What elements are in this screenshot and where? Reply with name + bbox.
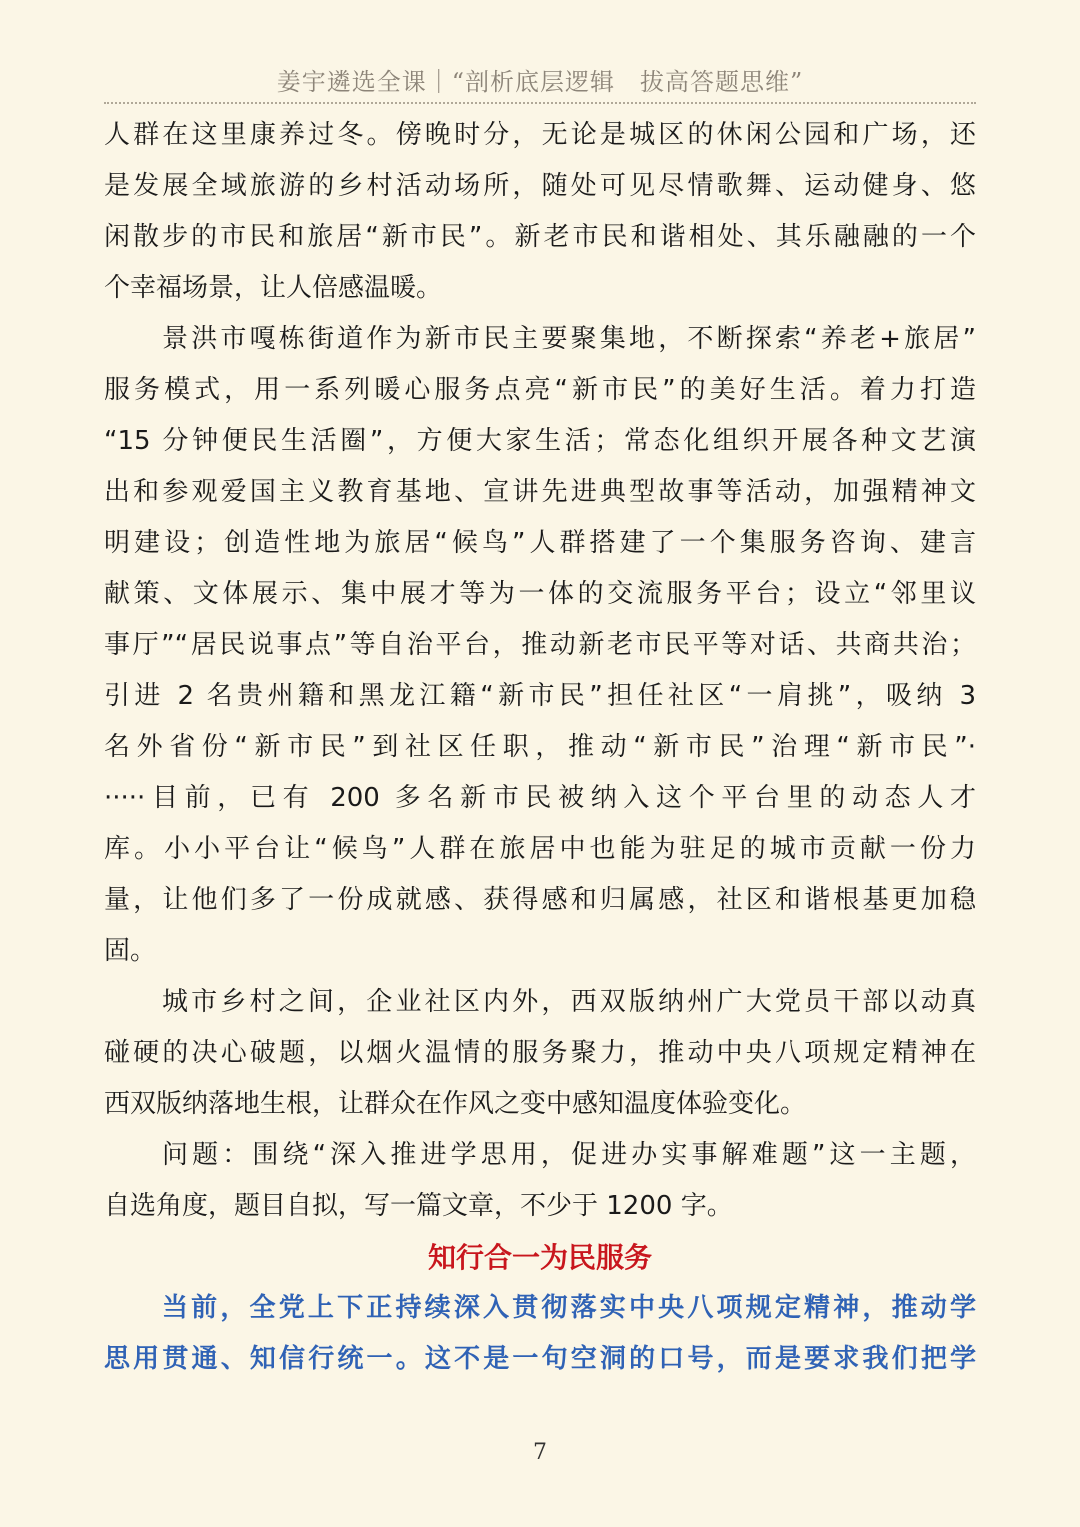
text-line: 闲散步的市民和旅居“新市民”。新老市民和谐相处、其乐融融的一个 [104,222,976,252]
essay-line: 思用贯通、知信行统一。这不是一句空洞的口号，而是要求我们把学 [104,1344,976,1374]
body-text [104,110,976,1385]
text-line: 事厅”“居民说事点”等自治平台，推动新老市民平等对话、共商共治； [104,630,976,660]
running-header: 姜宇遴选全课｜“剖析底层逻辑 拔高答题思维” [276,68,804,96]
text-line: “15 分钟便民生活圈”，方便大家生活；常态化组织开展各种文艺演 [104,426,976,456]
text-line: 明建设；创造性地为旅居“候鸟”人群搭建了一个集服务咨询、建言 [104,528,976,558]
text-line: ·····目前，已有 200 多名新市民被纳入这个平台里的动态人才 [104,783,976,813]
text-line: 景洪市嘎栋街道作为新市民主要聚集地，不断探索“养老+旅居” [162,324,976,354]
header-divider [104,102,976,104]
text-line: 量，让他们多了一份成就感、获得感和归属感，社区和谐根基更加稳 [104,885,976,915]
text-line: 个幸福场景，让人倍感温暖。 [104,273,443,303]
question-line: 问题：围绕“深入推进学思用，促进办实事解难题”这一主题， [162,1140,976,1170]
text-line: 库。小小平台让“候鸟”人群在旅居中也能为驻足的城市贡献一份力 [104,834,976,864]
text-line: 人群在这里康养过冬。傍晚时分，无论是城区的休闲公园和广场，还 [104,120,976,150]
essay-line: 当前，全党上下正持续深入贯彻落实中央八项规定精神，推动学 [162,1293,976,1323]
text-line: 名外省份“新市民”到社区任职，推动“新市民”治理“新市民”· [104,732,976,762]
text-line: 献策、文体展示、集中展才等为一体的交流服务平台；设立“邻里议 [104,579,976,609]
text-line: 引进 2 名贵州籍和黑龙江籍“新市民”担任社区“一肩挑”，吸纳 3 [104,681,976,711]
text-line: 服务模式，用一系列暖心服务点亮“新市民”的美好生活。着力打造 [104,375,976,405]
text-line: 固。 [104,936,157,966]
text-line: 西双版纳落地生根，让群众在作风之变中感知温度体验变化。 [104,1089,807,1119]
text-line: 是发展全域旅游的乡村活动场所，随处可见尽情歌舞、运动健身、悠 [104,171,976,201]
text-line: 碰硬的决心破题，以烟火温情的服务聚力，推动中央八项规定精神在 [104,1038,976,1068]
text-line: 城市乡村之间，企业社区内外，西双版纳州广大党员干部以动真 [162,987,976,1017]
essay-title: 知行合一为民服务 [427,1241,652,1274]
question-line: 自选角度，题目自拟，写一篇文章，不少于 1200 字。 [104,1191,733,1221]
text-line: 出和参观爱国主义教育基地、宣讲先进典型故事等活动，加强精神文 [104,477,976,507]
page-number: 7 [533,1440,547,1465]
